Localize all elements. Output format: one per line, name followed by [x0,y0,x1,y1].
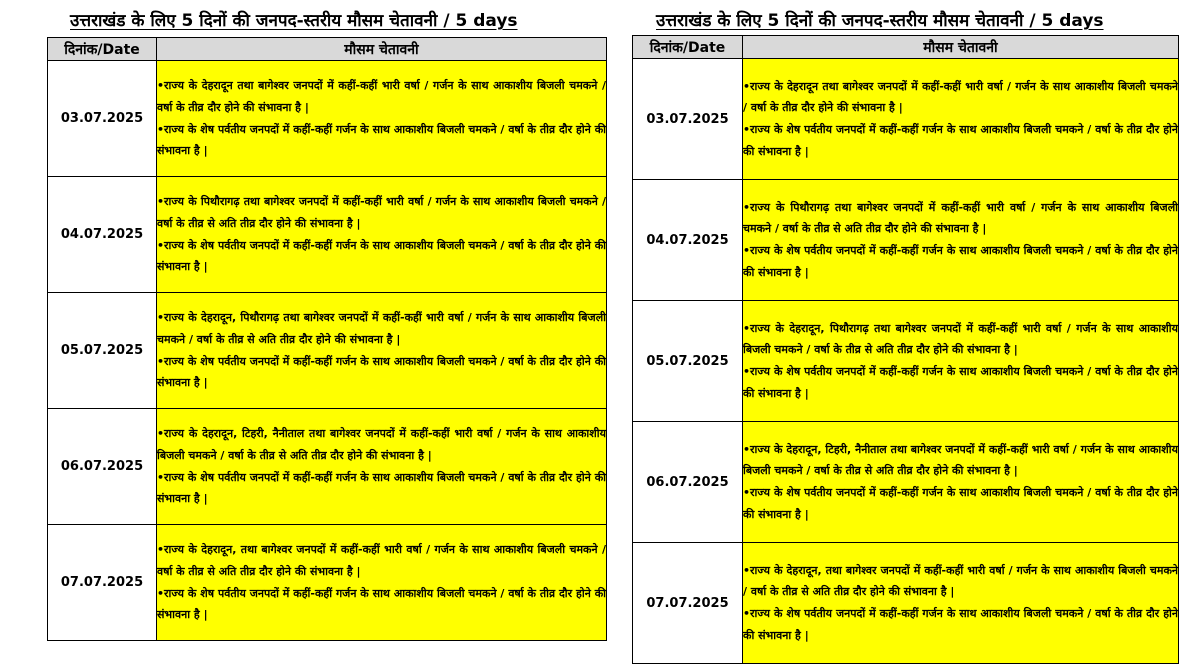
warning-cell [743,543,1179,664]
warning-cell [743,180,1179,301]
date-column-header: दिनांक/Date [633,36,743,59]
date-column-header: दिनांक/Date [48,38,157,61]
warning-text: •राज्य के शेष पर्वतीय जनपदों में कहीं-कहीं गर्जन के साथ आकाशीय बिजली चमकने / वर्षा के तीव्र दौर होने की संभावना है | [743,365,1178,400]
warning-text: •राज्य के पिथौरागढ़ तथा बागेश्वर जनपदों में कहीं-कहीं भारी वर्षा / गर्जन के साथ आकाशीय बिजली चमकने / वर्षा के तीव्र से अति तीव्र दौर होने की संभावना है | [157,195,606,230]
table-row [48,409,607,525]
warning-text: •राज्य के देहरादून तथा बागेश्वर जनपदों में कहीं-कहीं भारी वर्षा / गर्जन के साथ आकाशीय बिजली चमकने / वर्षा के तीव्र दौर होने की संभावना है | [743,79,1178,115]
warning-panel-right [608,0,1200,642]
warning-cell [157,293,607,409]
table-row [48,177,607,293]
warning-text: •राज्य के शेष पर्वतीय जनपदों में कहीं-कहीं गर्जन के साथ आकाशीय बिजली चमकने / वर्षा के तीव्र दौर होने की संभावना है | [743,123,1178,158]
warning-cell [157,177,607,293]
warning-text: •राज्य के शेष पर्वतीय जनपदों में कहीं-कहीं गर्जन के साथ आकाशीय बिजली चमकने / वर्षा के तीव्र दौर होने की संभावना है | [157,354,606,390]
table-row [48,61,607,177]
date-cell: 03.07.2025 [48,61,157,177]
date-cell: 07.07.2025 [48,525,157,641]
warning-text: •राज्य के देहरादून, तथा बागेश्वर जनपदों में कहीं-कहीं भारी वर्षा / गर्जन के साथ आकाशीय बिजली चमकने / वर्षा के तीव्र से अति तीव्र दौर होने की संभावना है | [743,563,1178,599]
table-row [633,180,1179,301]
warning-text: •राज्य के शेष पर्वतीय जनपदों में कहीं-कहीं गर्जन के साथ आकाशीय बिजली चमकने / वर्षा के तीव्र दौर होने की संभावना है | [743,244,1178,279]
date-cell: 06.07.2025 [633,422,743,543]
warning-text: •राज्य के देहरादून, पिथौरागढ़ तथा बागेश्वर जनपदों में कहीं-कहीं भारी वर्षा / गर्जन के साथ आकाशीय बिजली चमकने / वर्षा के तीव्र से अति तीव्र दौर होने की संभावना है | [157,311,606,346]
date-cell: 04.07.2025 [48,177,157,293]
table-row [633,543,1179,664]
warning-cell [743,422,1179,543]
warning-text: •राज्य के देहरादून, टिहरी, नैनीताल तथा बागेश्वर जनपदों में कहीं-कहीं भारी वर्षा / गर्जन के साथ आकाशीय बिजली चमकने / वर्षा के तीव्र से अति तीव्र दौर होने की संभावना है | [743,442,1178,478]
warning-text: •राज्य के शेष पर्वतीय जनपदों में कहीं-कहीं गर्जन के साथ आकाशीय बिजली चमकने / वर्षा के तीव्र दौर होने की संभावना है | [157,238,606,274]
warning-cell [743,59,1179,180]
warning-text: •राज्य के देहरादून तथा बागेश्वर जनपदों में कहीं-कहीं भारी वर्षा / गर्जन के साथ आकाशीय बिजली चमकने / वर्षा के तीव्र दौर होने की संभावना है | [157,79,606,114]
warning-text: •राज्य के शेष पर्वतीय जनपदों में कहीं-कहीं गर्जन के साथ आकाशीय बिजली चमकने / वर्षा के तीव्र दौर होने की संभावना है | [157,470,606,506]
date-cell: 06.07.2025 [48,409,157,525]
warning-text: •राज्य के शेष पर्वतीय जनपदों में कहीं-कहीं गर्जन के साथ आकाशीय बिजली चमकने / वर्षा के तीव्र दौर होने की संभावना है | [743,486,1178,521]
date-cell: 05.07.2025 [633,301,743,422]
date-cell: 03.07.2025 [633,59,743,180]
date-cell: 05.07.2025 [48,293,157,409]
warning-table [632,35,1179,664]
warning-cell [743,301,1179,422]
page-title: उत्तराखंड के लिए 5 दिनों की जनपद-स्तरीय मौसम चेतावनी / 5 days [656,11,1104,31]
warning-text: •राज्य के देहरादून, तथा बागेश्वर जनपदों में कहीं-कहीं भारी वर्षा / गर्जन के साथ आकाशीय बिजली चमकने / वर्षा के तीव्र से अति तीव्र दौर होने की संभावना है | [157,543,606,578]
warning-cell [157,409,607,525]
table-row [48,525,607,641]
warning-text: •राज्य के देहरादून, टिहरी, नैनीताल तथा बागेश्वर जनपदों में कहीं-कहीं भारी वर्षा / गर्जन के साथ आकाशीय बिजली चमकने / वर्षा के तीव्र से अति तीव्र दौर होने की संभावना है | [157,427,606,462]
table-row [633,422,1179,543]
warning-cell [157,525,607,641]
warning-text: •राज्य के पिथौरागढ़ तथा बागेश्वर जनपदों में कहीं-कहीं भारी वर्षा / गर्जन के साथ आकाशीय बिजली चमकने / वर्षा के तीव्र से अति तीव्र दौर होने की संभावना है | [743,200,1178,236]
warning-text: •राज्य के शेष पर्वतीय जनपदों में कहीं-कहीं गर्जन के साथ आकाशीय बिजली चमकने / वर्षा के तीव्र दौर होने की संभावना है | [743,607,1178,642]
date-cell: 07.07.2025 [633,543,743,664]
warning-column-header: मौसम चेतावनी [157,38,607,61]
table-row [633,59,1179,180]
warning-text: •राज्य के शेष पर्वतीय जनपदों में कहीं-कहीं गर्जन के साथ आकाशीय बिजली चमकने / वर्षा के तीव्र दौर होने की संभावना है | [157,586,606,622]
warning-panel-left [0,0,606,628]
warning-table [47,37,607,641]
warning-text: •राज्य के देहरादून, पिथौरागढ़ तथा बागेश्वर जनपदों में कहीं-कहीं भारी वर्षा / गर्जन के साथ आकाशीय बिजली चमकने / वर्षा के तीव्र से अति तीव्र दौर होने की संभावना है | [743,321,1178,357]
warning-cell [157,61,607,177]
table-row [633,301,1179,422]
date-cell: 04.07.2025 [633,180,743,301]
warning-column-header: मौसम चेतावनी [743,36,1179,59]
warning-text: •राज्य के शेष पर्वतीय जनपदों में कहीं-कहीं गर्जन के साथ आकाशीय बिजली चमकने / वर्षा के तीव्र दौर होने की संभावना है | [157,122,606,158]
table-row [48,293,607,409]
page-title: उत्तराखंड के लिए 5 दिनों की जनपद-स्तरीय मौसम चेतावनी / 5 days [70,11,518,31]
